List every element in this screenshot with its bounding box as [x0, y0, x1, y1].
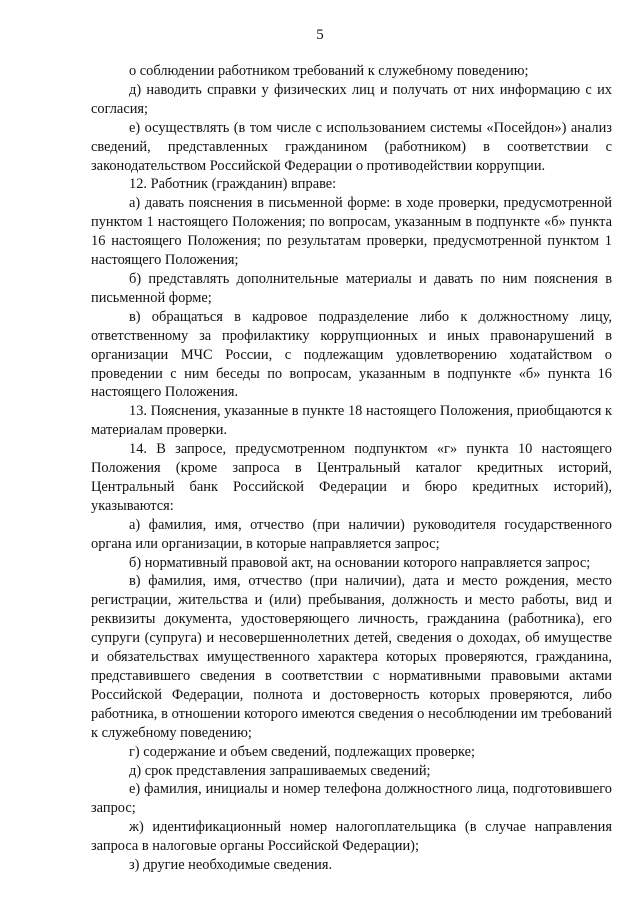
paragraph-14-a: а) фамилия, имя, отчество (при наличии) руководителя государственного органа или организации, в которые направляется запрос; — [91, 516, 612, 552]
paragraph-12-a: а) давать пояснения в письменной форме: в ходе проверки, предусмотренной пунктом 1 настоящего Положения; по вопросам, указанным в подпункте «б» пункта 16 настоящего Положения; по результатам проверки, предусмотренной пунктом 1 настоящего Положения; — [91, 195, 612, 269]
paragraph-14-zh: ж) идентификационный номер налогоплательщика (в случае направления запроса в налоговые органы Российской Федерации); — [91, 819, 612, 855]
paragraph-12-b: б) представлять дополнительные материалы и давать по ним пояснения в письменной форме; — [91, 270, 612, 306]
paragraph-item-d-inquiries: д) наводить справки у физических лиц и получать от них информацию с их согласия; — [91, 81, 612, 117]
paragraph-14-g: г) содержание и объем сведений, подлежащих проверке; — [129, 743, 476, 760]
paragraph-section-13: 13. Пояснения, указанные в пункте 18 настоящего Положения, приобщаются к материалам проверки. — [91, 403, 612, 439]
page-number: 5 — [316, 27, 324, 43]
paragraph-section-14: 14. В запросе, предусмотренном подпунктом «г» пункта 10 настоящего Положения (кроме запроса в Центральный каталог кредитных историй, Центральный банк Российской Федерации и бюро кредитных историй), указываются: — [91, 441, 612, 514]
paragraph-section-12: 12. Работник (гражданин) вправе: — [129, 176, 337, 193]
paragraph-continuation: о соблюдении работником требований к служебному поведению; — [129, 63, 529, 79]
paragraph-14-v: в) фамилия, имя, отчество (при наличии), дата и место рождения, место регистрации, жительства и (или) пребывания, должность и место работы, вид и реквизиты документа, удостоверяющего личность, гражданина (работника), его супруги (супруга) и несовершеннолетних детей, сведения о доходах, об имуществе и обязательствах имущественного характера которых проверяются, гражданина, представившего сведения в соответствии с нормативными правовыми актами Российской Федерации, полнота и достоверность которых проверяются, либо работника, в отношении которого имеются сведения о несоблюдении им требований к служебному поведению; — [91, 573, 612, 741]
paragraph-14-d: д) срок представления запрашиваемых сведений; — [129, 762, 431, 779]
paragraph-12-v: в) обращаться в кадровое подразделение либо к должностному лицу, ответственному за профилактику коррупционных и иных правонарушений в организации МЧС России, с подлежащим удовлетворению ходатайством о проведении с ним беседы по вопросам, указанным в подпункте «б» пункта 16 настоящего Положения. — [91, 308, 612, 401]
paragraph-14-z: з) другие необходимые сведения. — [129, 857, 333, 874]
paragraph-14-e: е) фамилия, инициалы и номер телефона должностного лица, подготовившего запрос; — [91, 781, 612, 817]
paragraph-14-b: б) нормативный правовой акт, на основании которого направляется запрос; — [129, 554, 591, 571]
document-body — [91, 62, 612, 875]
paragraph-item-e-analysis: е) осуществлять (в том числе с использованием системы «Посейдон») анализ сведений, представленных гражданином (работником) в соответствии с законодательством Российской Федерации о противодействии коррупции. — [91, 119, 612, 174]
